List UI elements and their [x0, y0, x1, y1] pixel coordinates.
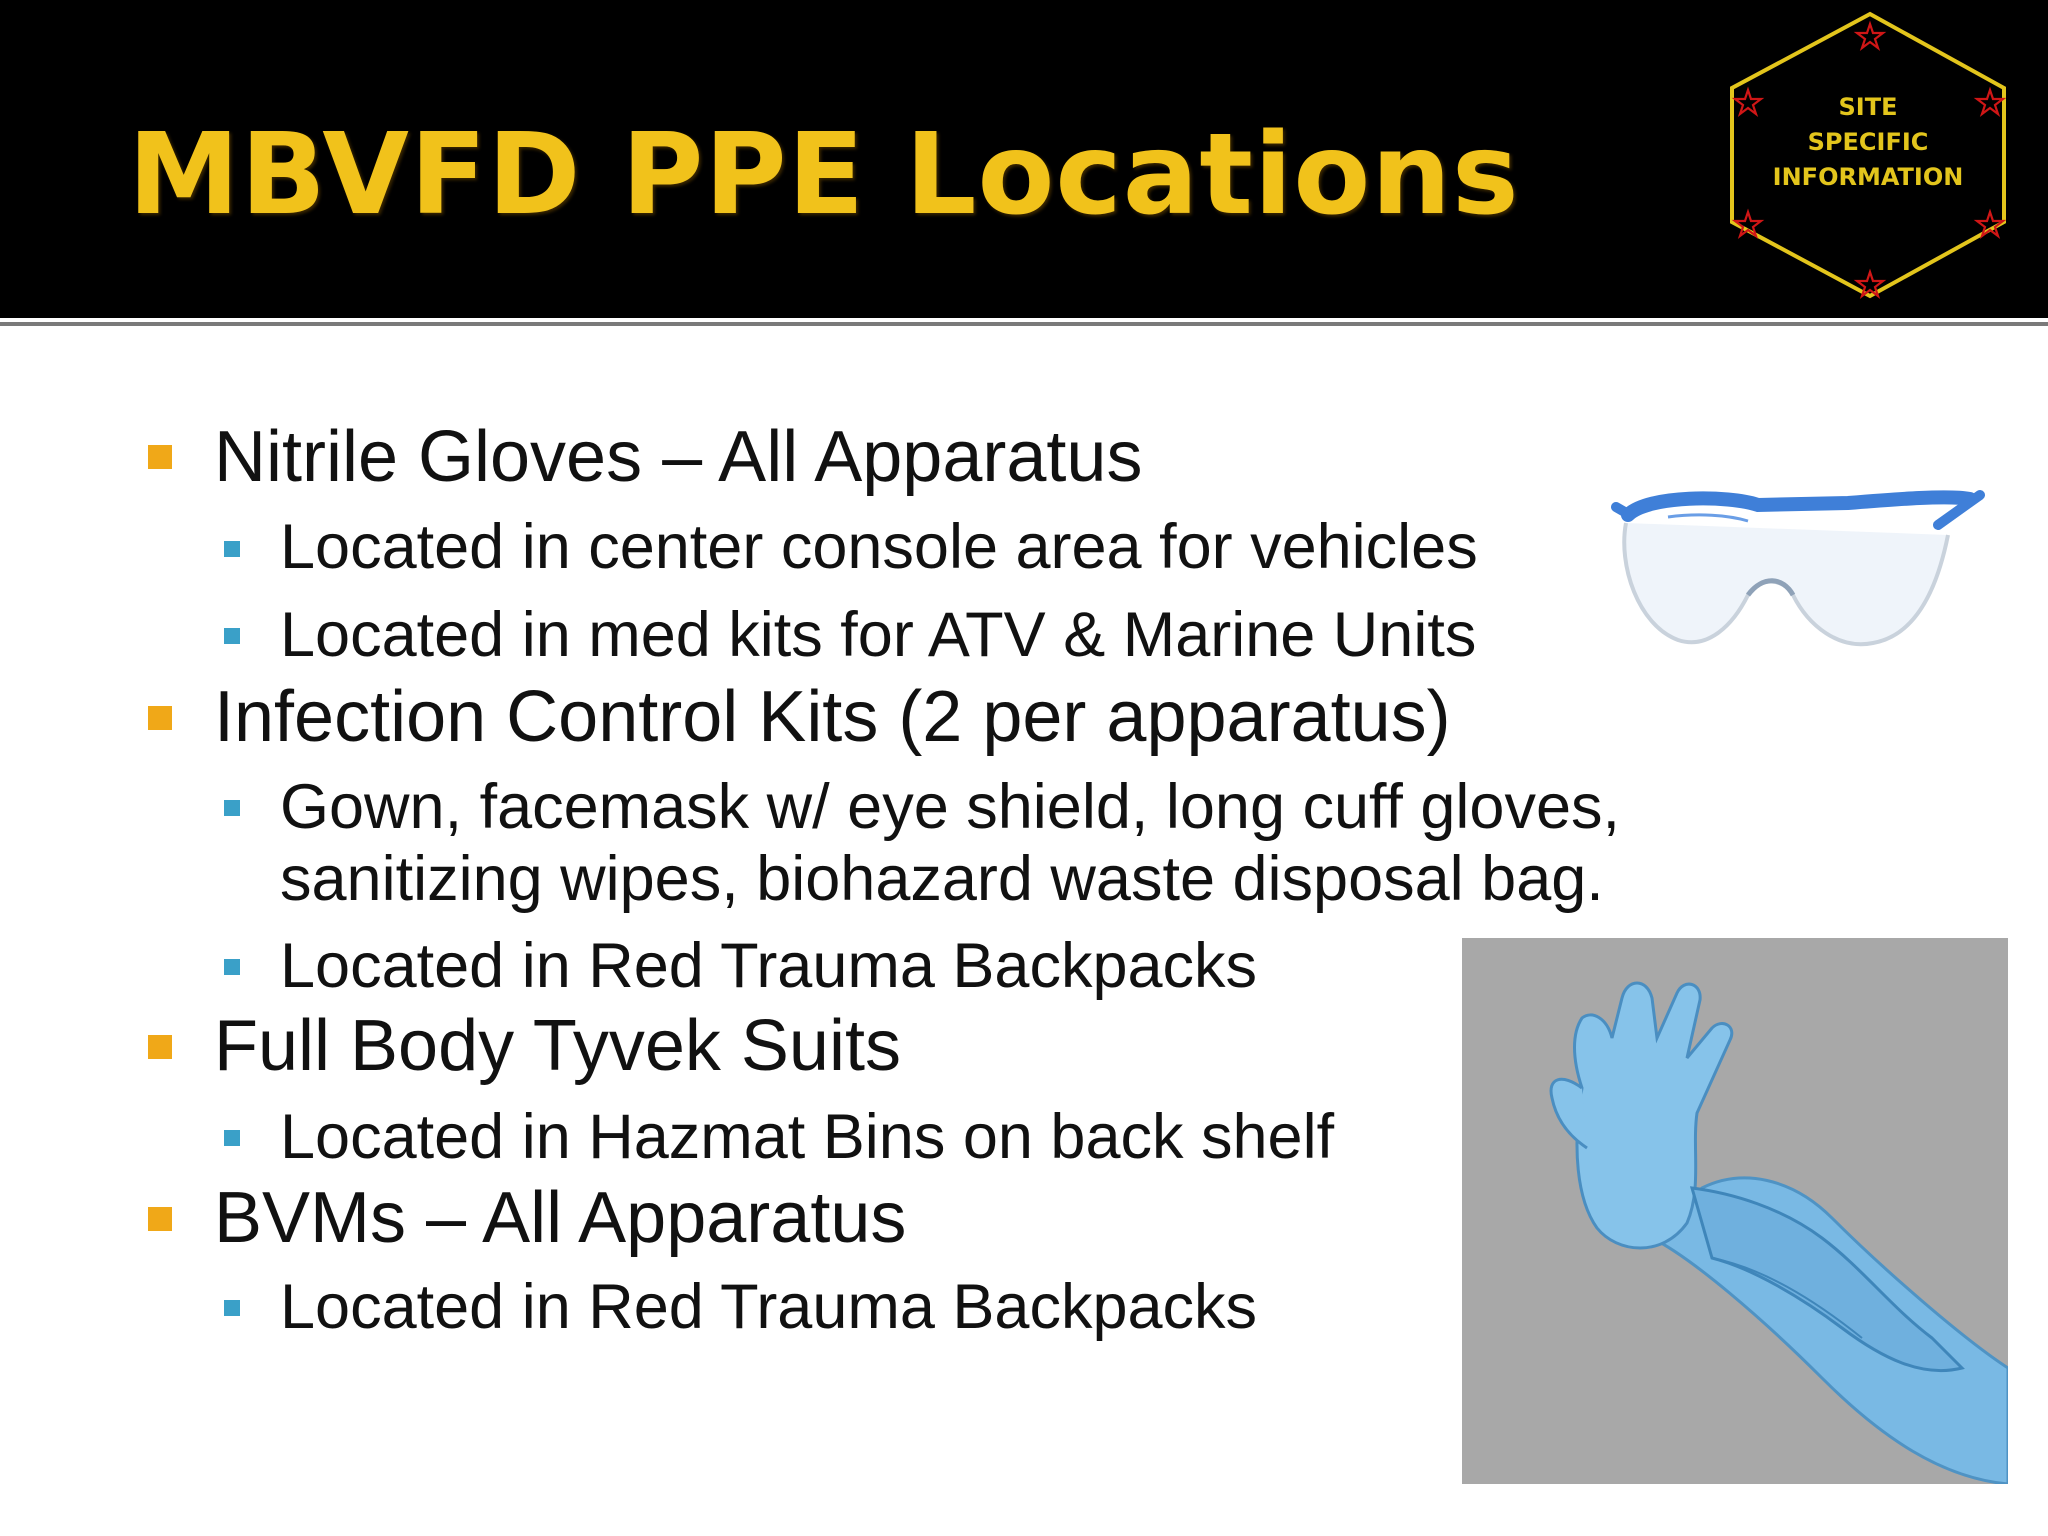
nitrile-gloves-image	[1462, 938, 2008, 1484]
item-red-trauma-2: Located in Red Trauma Backpacks	[280, 1272, 1258, 1342]
item-hazmat-bins: Located in Hazmat Bins on back shelf	[280, 1102, 1335, 1172]
bullet-square-icon	[148, 1207, 172, 1231]
heading-tyvek-suits: Full Body Tyvek Suits	[214, 1006, 901, 1086]
sub-bullet-square-icon	[224, 800, 240, 816]
heading-nitrile-gloves: Nitrile Gloves – All Apparatus	[214, 417, 1143, 497]
heading-bvms: BVMs – All Apparatus	[214, 1178, 907, 1258]
item-kit-contents-line2: sanitizing wipes, biohazard waste disposal bag.	[280, 844, 1604, 914]
sub-bullet-square-icon	[224, 1130, 240, 1146]
bullet-square-icon	[148, 706, 172, 730]
badge-line-1: SITE	[1838, 93, 1898, 121]
item-med-kits: Located in med kits for ATV & Marine Units	[280, 600, 1477, 670]
sub-bullet-square-icon	[224, 628, 240, 644]
bullet-square-icon	[148, 445, 172, 469]
badge-line-3: INFORMATION	[1772, 163, 1964, 191]
item-kit-contents-line1: Gown, facemask w/ eye shield, long cuff gloves,	[280, 772, 1621, 842]
heading-infection-control: Infection Control Kits (2 per apparatus)	[214, 677, 1451, 757]
safety-goggles-image	[1608, 455, 1988, 665]
item-red-trauma-1: Located in Red Trauma Backpacks	[280, 931, 1258, 1001]
badge-line-2: SPECIFIC	[1807, 128, 1929, 156]
sub-bullet-square-icon	[224, 959, 240, 975]
item-center-console: Located in center console area for vehicles	[280, 512, 1478, 582]
sub-bullet-square-icon	[224, 541, 240, 557]
bullet-square-icon	[148, 1035, 172, 1059]
slide-title: MBVFD PPE Locations	[128, 110, 1520, 240]
sub-bullet-square-icon	[224, 1300, 240, 1316]
